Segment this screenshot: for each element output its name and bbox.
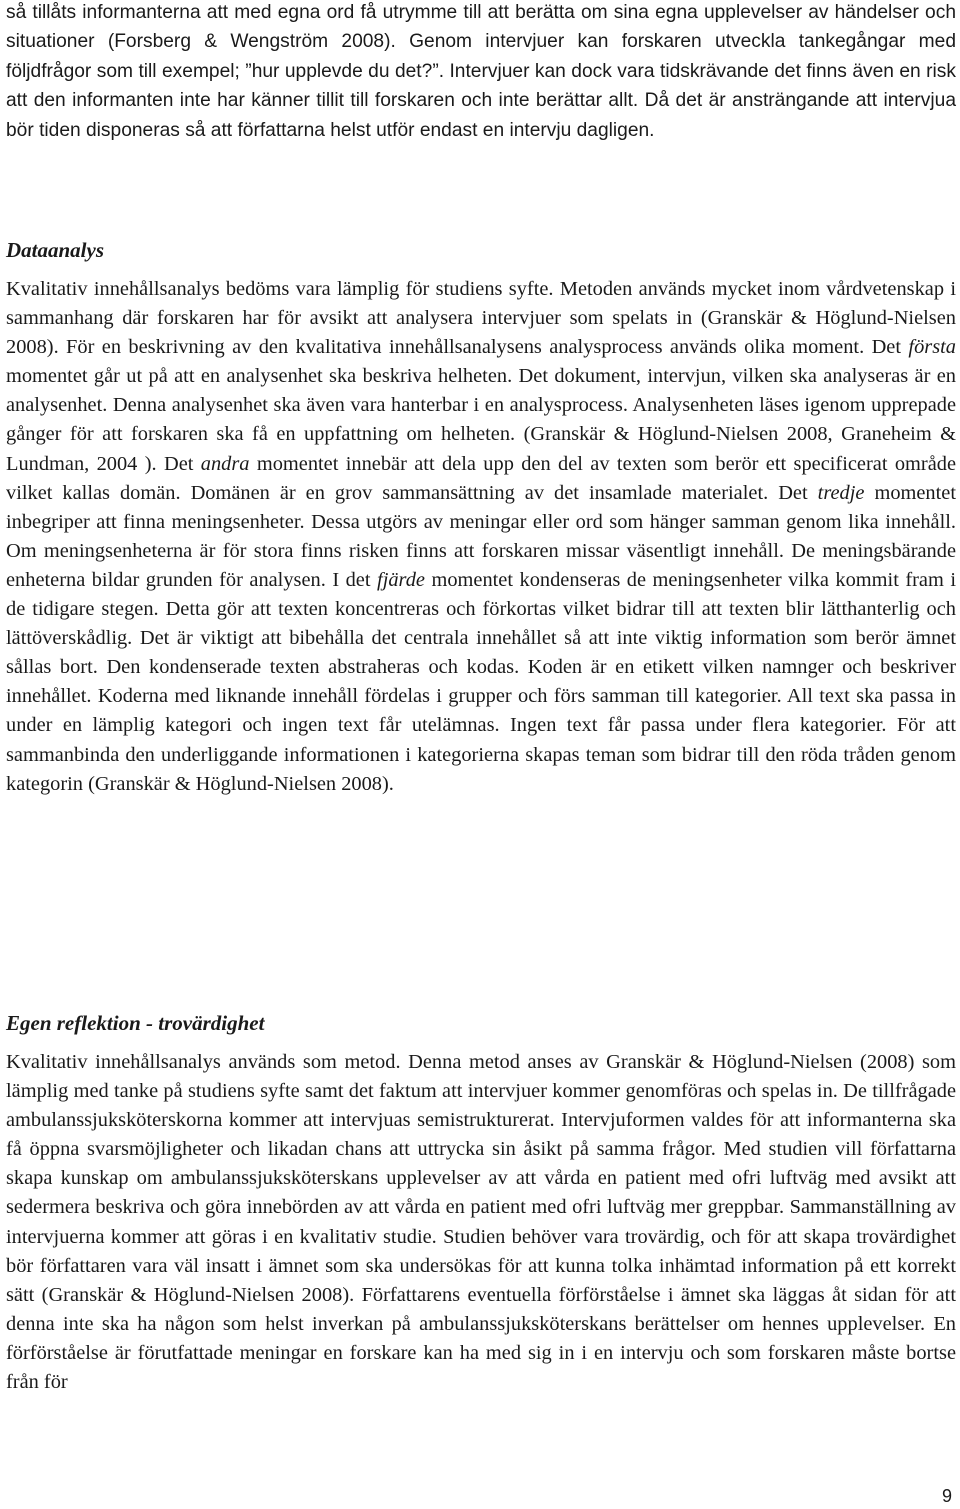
- dataanalys-emphasis-andra: andra: [200, 452, 250, 475]
- dataanalys-emphasis-fjarde: fjärde: [377, 568, 425, 591]
- reflektion-paragraph: Kvalitativ innehållsanalys används som metod. Denna metod anses av Granskär & Höglund-Nielsen (2008) som lämplig med tanke på studiens syfte samt det faktum att intervjuer kommer genomföras och spelas in. De tillfrågade ambulanssjuksköterskorna kommer att intervjuas semistrukturerat. Intervjuformen valdes för att informanterna ska få öppna svarsmöjligheter och likadan chans att uttrycka sin åsikt på samma frågor. Med studien vill författarna skapa kunskap om ambulanssjuksköterskans upplevelser av att vårda en patient med ofri luftväg med avsikt att sedermera beskriva och göra innebörden av att vårda en patient med ofri luftväg mer greppbar. Sammanställning av intervjuerna kommer att göras i en kvalitativ studie. Studien behöver vara trovärdig, och för att skapa trovärdighet bör författaren vara väl insatt i ämnet som ska undersökas för att kunna tolka inhämtad information på ett korrekt sätt (Granskär & Höglund-Nielsen 2008). Författarens eventuella förförståelse i ämnet ska läggas åt sidan för att denna inte ska ha någon som helst inverkan på ambulanssjuksköterskans berättelser om hennes upplevelser. En förförståelse är förutfattade meningar en forskare kan ha med sig in i en intervju och som forskaren måste bortse från för: [6, 1051, 956, 1394]
- dataanalys-emphasis-forsta: första: [908, 336, 956, 359]
- dataanalys-emphasis-tredje: tredje: [817, 481, 865, 504]
- section-heading-dataanalys: Dataanalys: [6, 238, 105, 262]
- page-number: 9: [941, 1486, 952, 1506]
- dataanalys-text-e: momentet kondenseras de meningsenheter vilka kommit fram i de tidigare stegen. Detta gör att texten koncentreras och förkortas vilket bidrar till att texten blir lätthanterlig och lättöverskådlig. Det är viktigt att bibehålla det centrala innehållet så att inte viktig information som berör ämnet sållas bort. Den kondenserade texten abstraheras och kodas. Koden är en etikett vilken namnger och beskriver innehållet. Koderna med liknande innehåll fördelas i grupper och förs samman till kategorier. All text ska passa in under en lämplig kategori och ingen text får utelämnas. Ingen text får passa under flera kategorier. För att sammanbinda den underliggande informationen i kategorierna skapas teman som bidrar till den röda tråden genom kategorin (Granskär & Höglund-Nielsen 2008).: [6, 568, 957, 795]
- dataanalys-text-c: momentet innebär att dela upp den del av texten som berör ett specificerat område vilket kallas domän. Domänen är en grov sammansättning av det insamlade materialet. Det: [6, 452, 956, 504]
- section-heading-egen-reflektion: Egen reflektion - trovärdighet: [6, 1011, 265, 1035]
- dataanalys-paragraph: [6, 275, 956, 799]
- dataanalys-text-b: momentet går ut på att en analysenhet ska beskriva helheten. Det dokument, intervjun, vilken ska analyseras är en analysenhet. Denna analysenhet ska även vara hanterbar i en analysprocess. Analysenheten läses igenom upprepade gånger för att forskaren ska få en uppfattning om helheten. (Granskär & Höglund-Nielsen 2008, Graneheim & Lundman, 2004 ). Det: [6, 365, 956, 475]
- intro-paragraph: så tillåts informanterna att med egna ord få utrymme till att berätta om sina egna upplevelser av händelser och situationer (Forsberg & Wengström 2008). Genom intervjuer kan forskaren utveckla tankegångar med följdfrågor som till exempel; ”hur upplevde du det?”. Intervjuer kan dock vara tidskrävande det finns även en risk att den informanten inte har känner tillit till forskaren och inte berättar allt. Då det är ansträngande att intervjua bör tiden disponeras så att författarna helst utför endast en intervju dagligen.: [6, 2, 956, 141]
- dataanalys-text-a: Kvalitativ innehållsanalys bedöms vara lämplig för studiens syfte. Metoden används mycket inom vårdvetenskap i sammanhang där forskaren har för avsikt att analysera intervjuer som spelats in (Granskär & Höglund-Nielsen 2008). För en beskrivning av den kvalitativa innehållsanalysens analysprocess används olika moment. Det: [6, 278, 956, 359]
- dataanalys-text-d: momentet inbegriper att finna meningsenheter. Dessa utgörs av meningar eller ord som hänger samman genom lika innehåll. Om meningsenheterna är för stora finns risken finns att forskaren missar väsentligt innehåll. De meningsbärande enheterna bildar grunden för analysen. I det: [6, 481, 957, 591]
